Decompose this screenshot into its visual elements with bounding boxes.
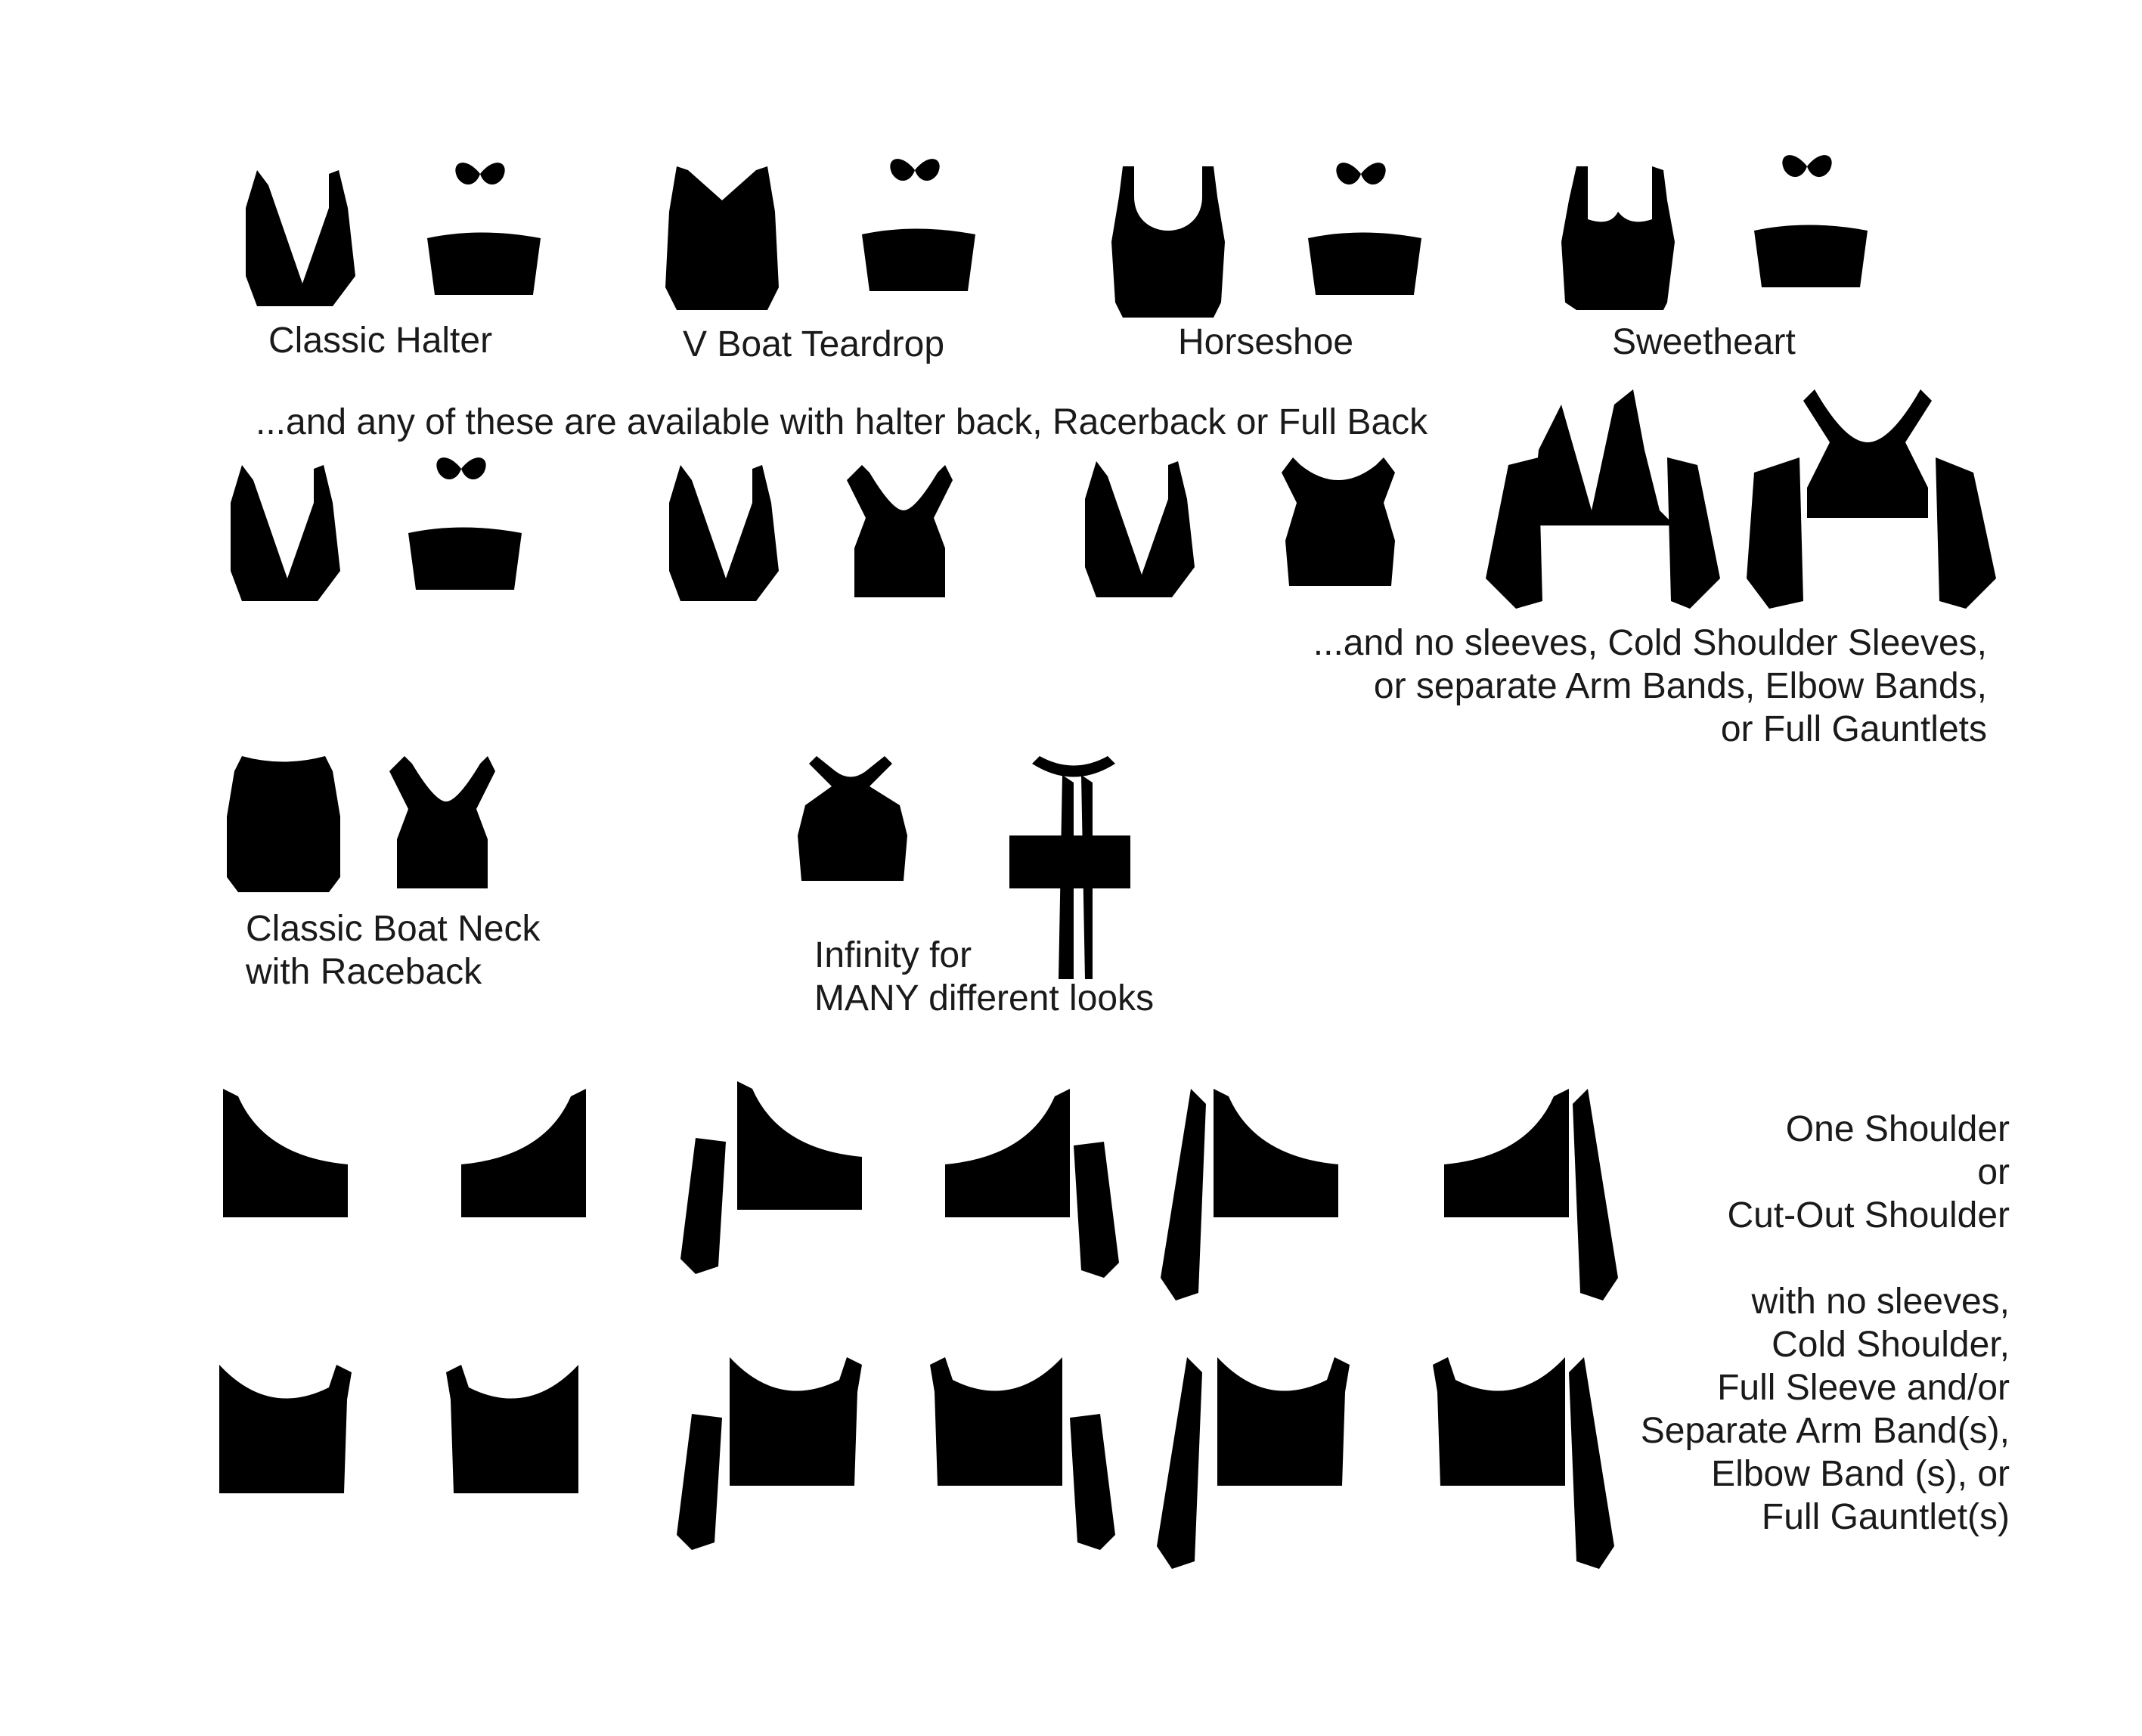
one-shoulder-line-8: Separate Arm Band(s), [1640,1411,2010,1451]
cutout-sleeve-left [1217,1357,1350,1546]
sleeve-options-line-3: or Full Gauntlets [1720,709,1987,749]
row5-figures [219,1357,1614,1569]
infinity-front [798,756,907,919]
horseshoe-back [1308,163,1421,306]
cutout-cold-left [730,1357,862,1546]
one-shoulder-line-2: or [1977,1152,2010,1192]
one-shoulder-cold-left [737,1081,862,1285]
label-boat-neck [246,907,540,994]
one-shoulder-line-10: Full Gauntlet(s) [1761,1497,2010,1537]
one-shoulder-line-1: One Shoulder [1785,1109,2010,1149]
label-back-options: ...and any of these are available with halter back, Racerback or Full Back [256,402,1428,442]
classic-halter-back [427,163,541,306]
one-shoulder-line-4 [1641,1237,2010,1280]
classic-halter-front [246,170,355,321]
cutout-full-sleeve-left [1157,1357,1202,1569]
sweetheart-front [1561,166,1675,321]
label-v-boat-teardrop: V Boat Teardrop [683,324,945,364]
cutout-plain-right [446,1365,578,1554]
label-horseshoe: Horseshoe [1178,322,1354,362]
boat-neck-racerback [389,756,495,900]
label-classic-halter: Classic Halter [268,321,493,361]
racerback-view [847,465,953,609]
label-infinity [814,934,1154,1020]
one-shoulder-line-3: Cut-Out Shoulder [1727,1195,2010,1235]
full-sleeve-right [1573,1089,1618,1300]
label-sleeve-options [1313,622,1987,751]
v-boat-teardrop-back [862,159,975,302]
one-shoulder-sleeve-left [1214,1089,1338,1293]
boat-neck-line-1: Classic Boat Neck [246,909,541,949]
halter-back-view [408,457,522,601]
one-shoulder-plain-left [223,1089,348,1293]
one-shoulder-line-5: with no sleeves, [1751,1282,2010,1322]
sleeve-options-line-2: or separate Arm Bands, Elbow Bands, [1373,666,1987,706]
label-one-shoulder [1641,1108,2010,1539]
full-sleeve-left [1161,1089,1206,1300]
one-shoulder-cold-right [945,1089,1070,1293]
boat-neck-line-2: with Raceback [246,952,482,992]
infinity-line-1: Infinity for [814,935,972,975]
row4-figures [223,1081,1618,1300]
cutout-sleeve-right [1433,1357,1565,1546]
fullback-front [1085,461,1195,612]
cutout-plain-left [219,1365,352,1554]
cold-sleeve-left [680,1138,726,1274]
fullback-view [1282,457,1395,597]
one-shoulder-line-9: Elbow Band (s), or [1711,1454,2010,1494]
one-shoulder-line-7: Full Sleeve and/or [1717,1368,2010,1408]
cutout-cold-sleeve-right [1070,1414,1115,1550]
cutout-cold-right [930,1357,1062,1546]
racerback-front [669,465,779,616]
one-shoulder-sleeve-right [1444,1089,1569,1293]
infinity-line-2: MANY different looks [814,978,1155,1018]
cold-sleeve-right [1074,1142,1119,1278]
cutout-cold-sleeve-left [677,1414,722,1550]
halter-back-front [231,465,340,616]
sleeve-options-line-1: ...and no sleeves, Cold Shoulder Sleeves, [1313,623,1987,663]
boat-neck-front [227,756,340,904]
row1-figures [246,155,1868,325]
one-shoulder-plain-right [461,1089,586,1293]
label-sweetheart: Sweetheart [1612,322,1796,362]
sleeved-halter-front [1486,389,1720,609]
one-shoulder-line-6: Cold Shoulder, [1772,1325,2010,1365]
sweetheart-back [1754,155,1868,299]
v-boat-teardrop-front [665,166,779,321]
cutout-full-sleeve-right [1569,1357,1614,1569]
sleeved-racerback [1747,389,1996,609]
horseshoe-front [1111,166,1225,325]
